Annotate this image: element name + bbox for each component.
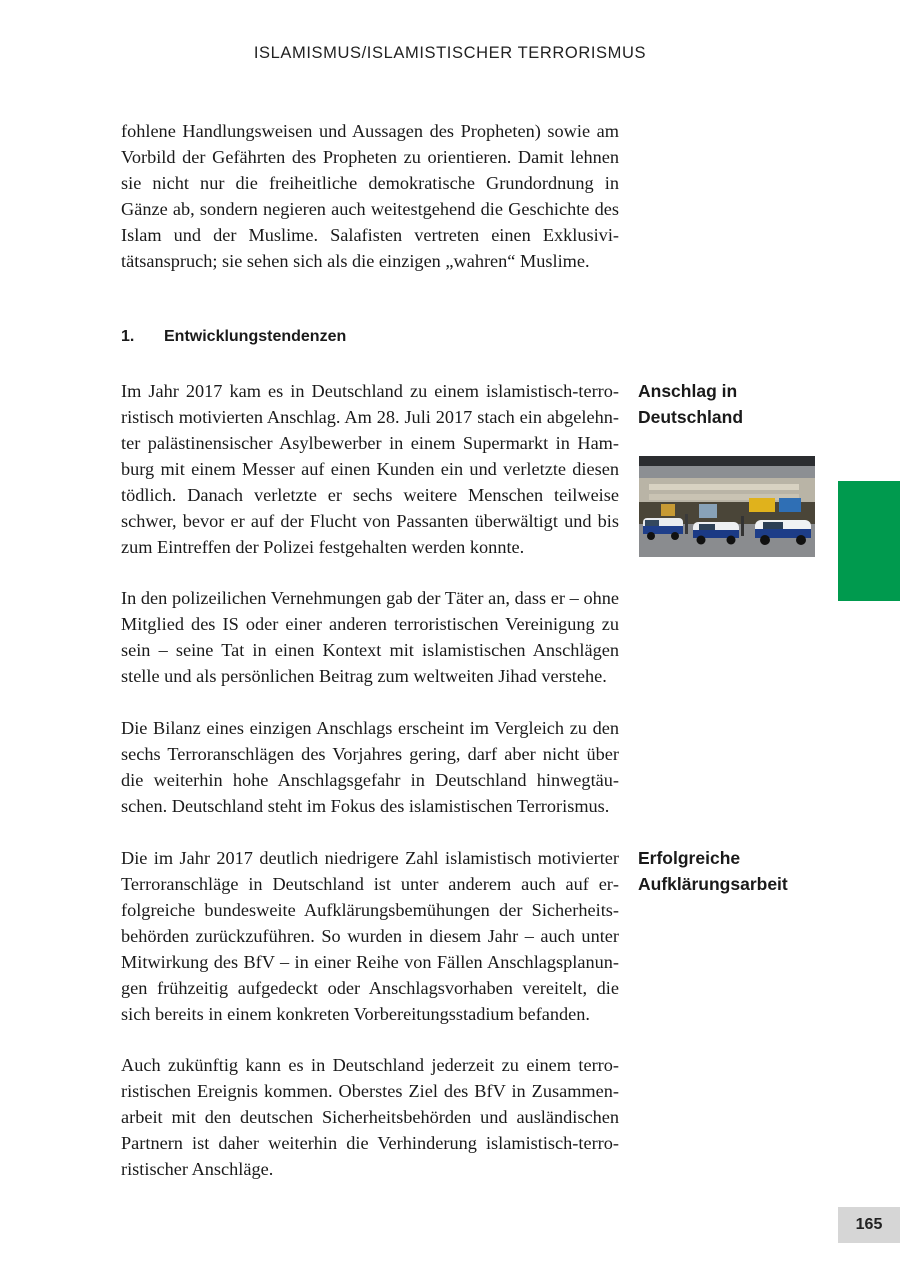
- paragraph-investigation-success: Die im Jahr 2017 deutlich niedrigere Zahl islamistisch motivierter Terroranschläge in Deutschland ist unter anderem auch auf erfolgreiche bundesweite Aufklärungsbemühungen der Sicherheitsbehörden zurückzuführen. So wurden in diesem Jahr – auch unter Mitwirkung des BfV – in einer Reihe von Fällen Anschlagsplanungen frühzeitig aufgedeckt oder Anschlagsvorhaben vereitelt, die sich bereits in einem konkreten Vorbereitungsstadium befanden.: [121, 848, 619, 1024]
- margin-note-attack: [638, 378, 838, 430]
- running-header-title: ISLAMISMUS/ISLAMISTISCHER TERRORISMUS: [253, 44, 647, 62]
- chapter-tab-marker: [838, 481, 900, 601]
- paragraph-attack: Im Jahr 2017 kam es in Deutschland zu einem islamistisch-terroristisch motivierten Anschlag. Am 28. Juli 2017 stach ein abgelehnter palästinensischer Asylbewerber in einem Supermarkt in Hamburg mit einem Messer auf einen Kunden ein und verletzte diesen tödlich. Danach verletzte er sechs weitere Menschen teilweise schwer, bevor er auf der Flucht von Passanten überwältigt und bis zum Eintreffen der Polizei festgehalten werden konnte.: [121, 381, 619, 557]
- section-number: 1.: [121, 328, 135, 345]
- margin-note-investigation-line1: Erfolgreiche: [638, 848, 741, 868]
- page-number: 165: [838, 1207, 900, 1243]
- section-title: Entwicklungstendenzen: [164, 328, 347, 345]
- paragraph-interrogation: In den polizeilichen Vernehmungen gab der Täter an, dass er – ohne Mitglied des IS oder einer anderen terroristischen Vereinigung zu sein – seine Tat in einen Kontext mit islamistischen Anschlägen stelle und als persönlichen Beitrag zum weltweiten Jihad verstehe.: [121, 588, 619, 686]
- margin-note-investigation-line2: Aufklärungsarbeit: [638, 874, 788, 894]
- margin-note-attack-line1: Anschlag in: [638, 381, 738, 401]
- street-scene-photo: [639, 456, 815, 557]
- margin-note-investigation: [638, 845, 838, 897]
- paragraph-threat-assessment: Die Bilanz eines einzigen Anschlags erscheint im Vergleich zu den sechs Terroranschlägen des Vorjahres gering, darf aber nicht über die weiterhin hohe Anschlagsgefahr in Deutschland hinwegtäuschen. Deutschland steht im Fokus des islamistischen Terrorismus.: [121, 718, 619, 816]
- section-heading: [121, 328, 346, 346]
- paragraph-outlook: Auch zukünftig kann es in Deutschland jederzeit zu einem terroristischen Ereignis kommen. Oberstes Ziel des BfV in Zusammenarbeit mit den deutschen Sicherheitsbehörden und ausländischen Partnern ist daher weiterhin die Verhinderung islamistisch-terroristischer Anschläge.: [121, 1055, 619, 1179]
- margin-note-attack-line2: Deutschland: [638, 407, 744, 427]
- intro-paragraph: fohlene Handlungsweisen und Aussagen des Propheten) sowie am Vorbild der Gefährten des Propheten zu orientieren. Damit lehnen sie nicht nur die freiheitliche demokratische Grundordnung in Gänze ab, sondern negieren auch weitestgehend die Geschichte des Islam und der Muslime. Salafisten vertreten einen Exklusivitätsanspruch; sie sehen sich als die einzigen „wahren“ Muslime.: [121, 121, 619, 271]
